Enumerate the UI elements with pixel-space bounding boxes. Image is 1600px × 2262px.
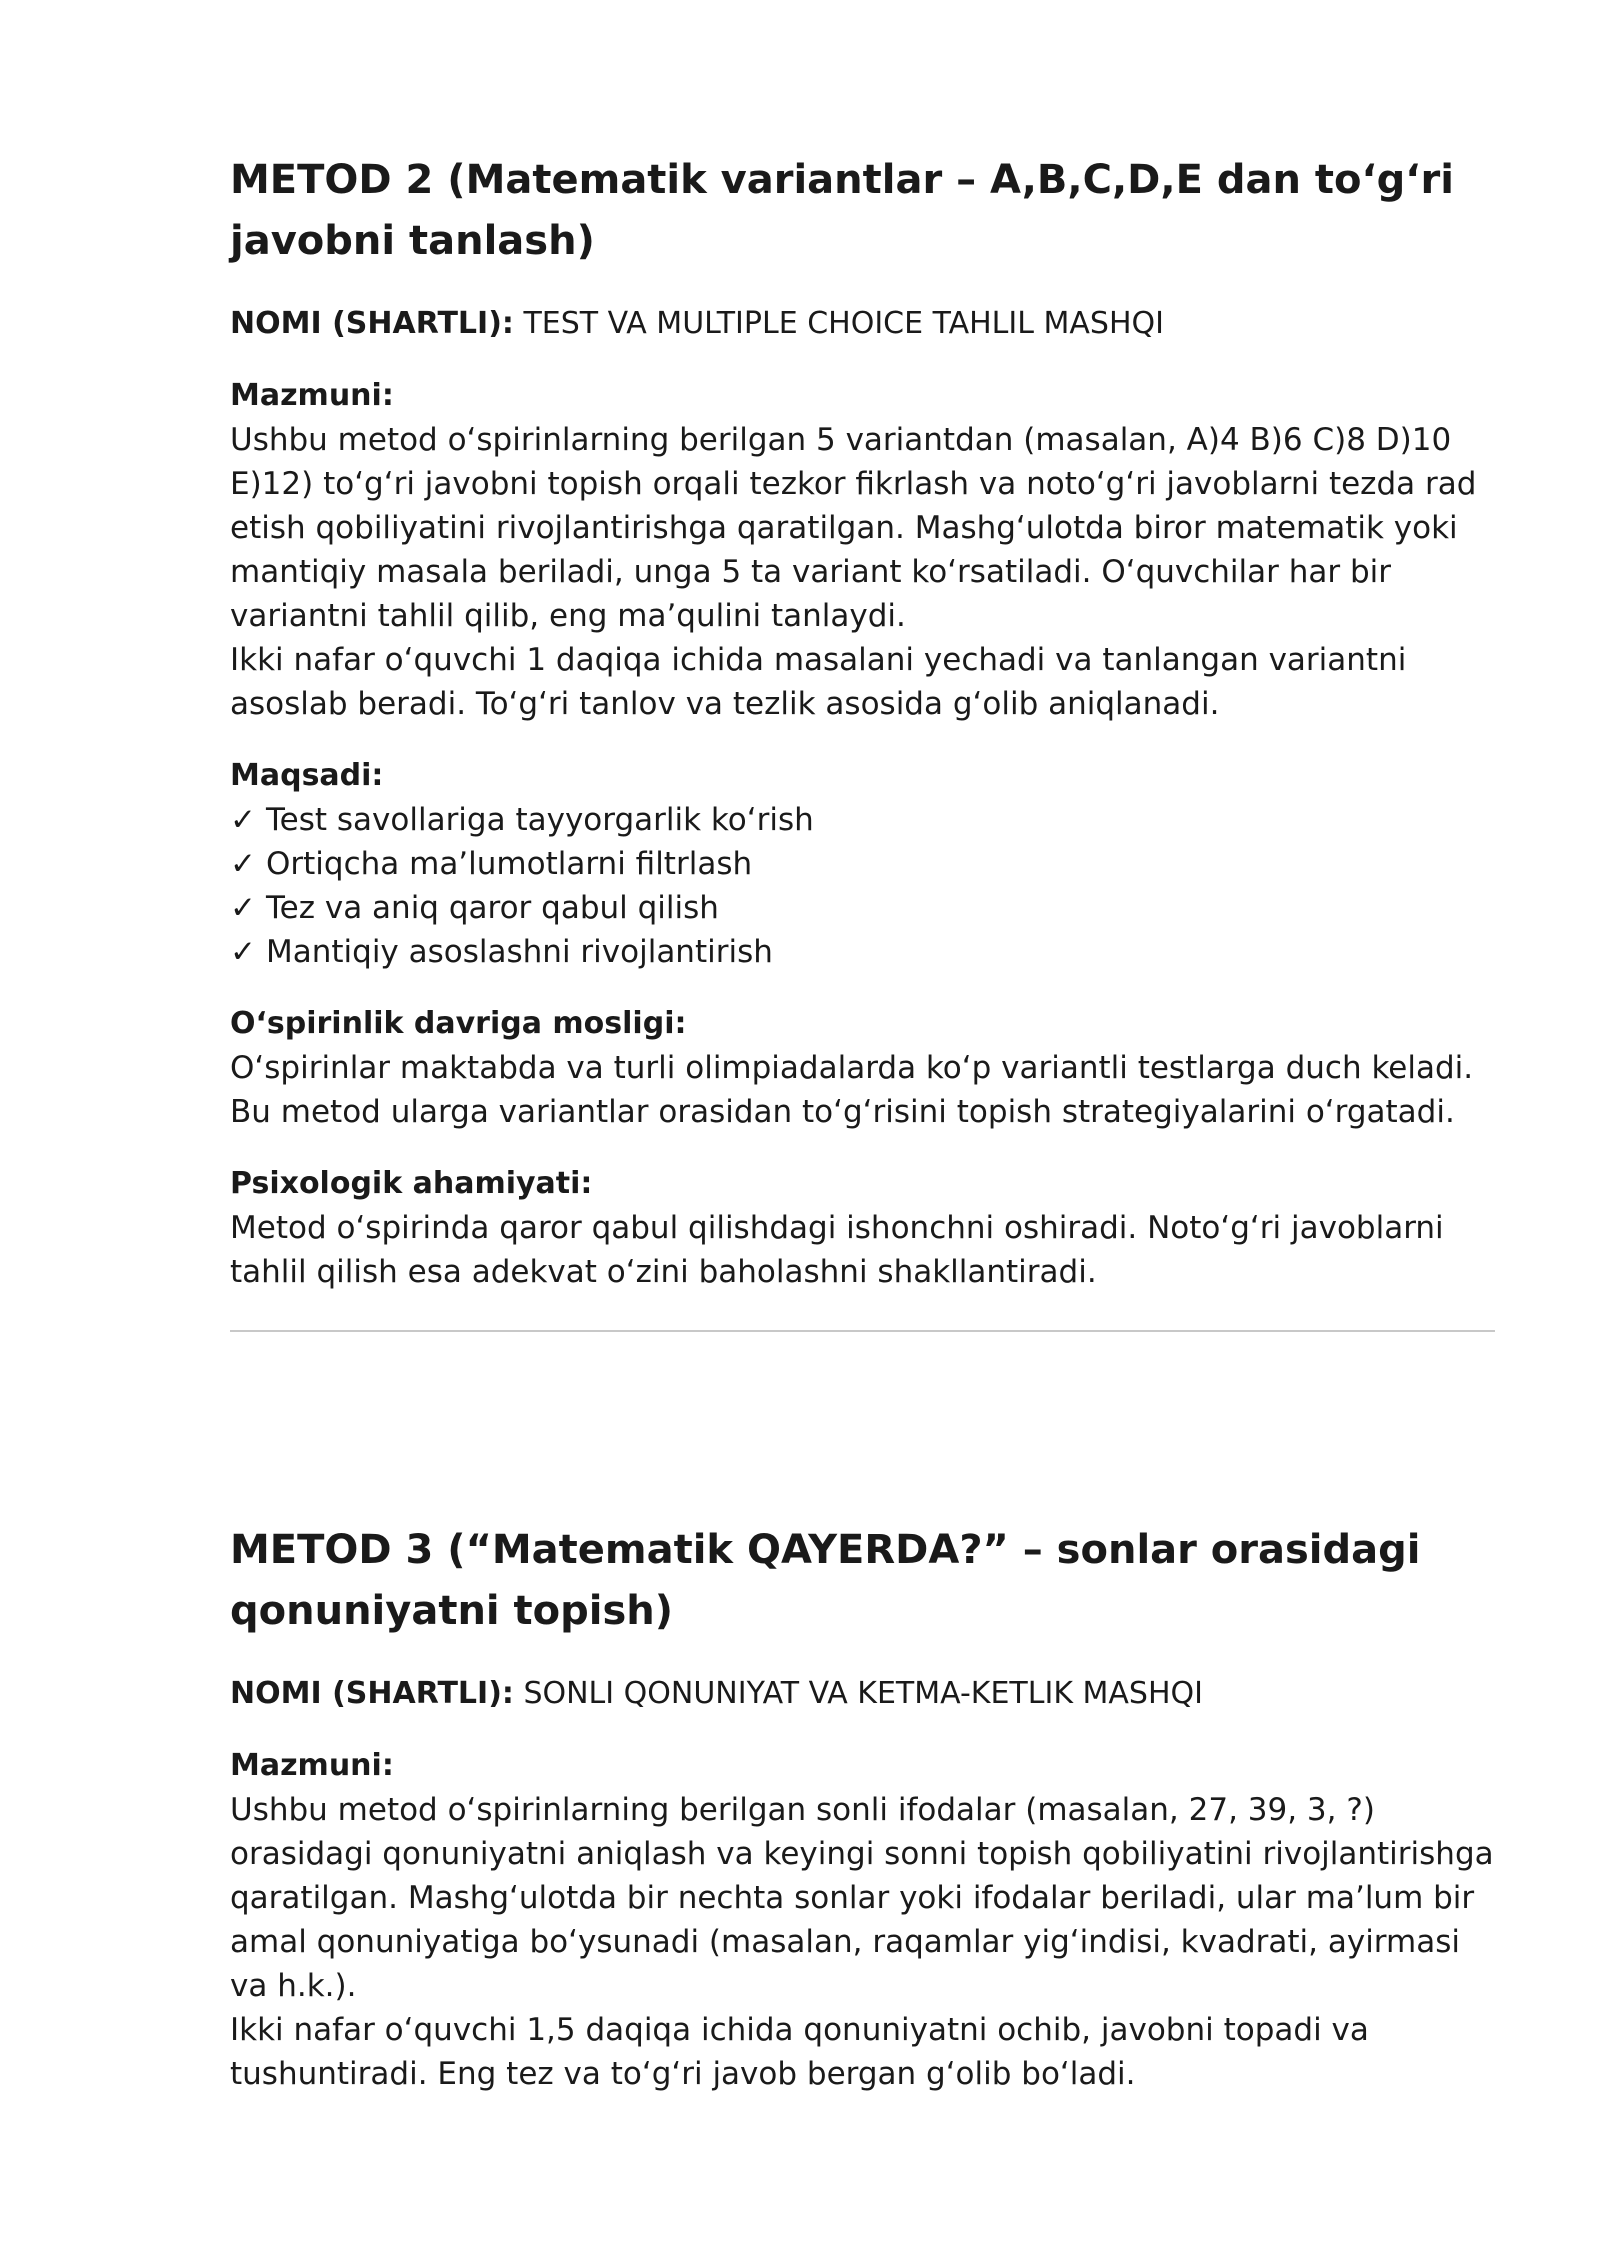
method-2-psy-label: Psixologik ahamiyati: xyxy=(230,1166,593,1201)
goal-text: Tez va aniq qaror qabul qilish xyxy=(265,890,719,926)
method-2-psychology xyxy=(230,1162,1495,1294)
method-2-content-paragraph-2: Ikki nafar oʻquvchi 1 daqiqa ichida masalani yechadi va tanlangan variantni asoslab beradi. Toʻgʻri tanlov va tezlik asosida gʻolib aniqlanadi. xyxy=(230,642,1407,722)
method-2-name-value: TEST VA MULTIPLE CHOICE TAHLIL MASHQI xyxy=(513,306,1164,341)
method-3-content xyxy=(230,1744,1495,2096)
goal-text: Mantiqiy asoslashni rivojlantirish xyxy=(265,934,773,970)
method-2-age-text: Oʻspirinlar maktabda va turli olimpiadalarda koʻp variantli testlarga duch keladi. Bu metod ularga variantlar orasidan toʻgʻrisini topish strategiyalarini oʻrgatadi. xyxy=(230,1050,1474,1130)
method-3-content-paragraph-1: Ushbu metod oʻspirinlarning berilgan sonli ifodalar (masalan, 27, 39, 3, ?) orasidagi qonuniyatni aniqlash va keyingi sonni topish qobiliyatini rivojlantirishga qaratilgan. Mashgʻulotda bir nechta sonlar yoki ifodalar beriladi, ular maʼlum bir amal qonuniyatiga boʻysunadi (masalan, raqamlar yigʻindisi, kvadrati, ayirmasi va h.k.). xyxy=(230,1792,1494,2004)
method-2-content-label: Mazmuni: xyxy=(230,378,394,413)
method-2-age-label: Oʻspirinlik davriga mosligi: xyxy=(230,1006,687,1041)
method-2-title: METOD 2 (Matematik variantlar – A,B,C,D,E dan toʻgʻri javobni tanlash) xyxy=(230,157,1454,264)
method-2-section xyxy=(230,150,1495,1332)
method-2-name-label: NOMI (SHARTLI): xyxy=(230,306,514,341)
section-divider xyxy=(230,1330,1495,1332)
check-icon: ✓ xyxy=(230,802,256,838)
goal-item xyxy=(230,798,1495,842)
method-2-name xyxy=(230,302,1495,346)
method-3-content-paragraph-2: Ikki nafar oʻquvchi 1,5 daqiqa ichida qonuniyatni ochib, javobni topadi va tushuntiradi. Eng tez va toʻgʻri javob bergan gʻolib boʻladi. xyxy=(230,2012,1369,2092)
method-2-goals xyxy=(230,754,1495,974)
check-icon: ✓ xyxy=(230,890,256,926)
method-3-name xyxy=(230,1672,1495,1716)
goals-list xyxy=(230,798,1495,974)
check-icon: ✓ xyxy=(230,934,256,970)
method-3-name-label: NOMI (SHARTLI): xyxy=(230,1676,514,1711)
method-2-content xyxy=(230,374,1495,726)
goal-text: Test savollariga tayyorgarlik koʻrish xyxy=(265,802,814,838)
goal-item xyxy=(230,930,1495,974)
method-3-title: METOD 3 (“Matematik QAYERDA?” – sonlar orasidagi qonuniyatni topish) xyxy=(230,1527,1421,1634)
method-2-age-fit xyxy=(230,1002,1495,1134)
goal-item xyxy=(230,886,1495,930)
method-3-section xyxy=(230,1520,1495,2124)
goal-text: Ortiqcha maʼlumotlarni filtrlash xyxy=(265,846,753,882)
check-icon: ✓ xyxy=(230,846,256,882)
method-2-content-paragraph-1: Ushbu metod oʻspirinlarning berilgan 5 variantdan (masalan, A)4 B)6 C)8 D)10 E)12) toʻgʻri javobni topish orqali tezkor fikrlash va notoʻgʻri javoblarni tezda rad etish qobiliyatini rivojlantirishga qaratilgan. Mashgʻulotda biror matematik yoki mantiqiy masala beriladi, unga 5 ta variant koʻrsatiladi. Oʻquvchilar har bir variantni tahlil qilib, eng maʼqulini tanlaydi. xyxy=(230,422,1477,634)
method-2-psy-text: Metod oʻspirinda qaror qabul qilishdagi ishonchni oshiradi. Notoʻgʻri javoblarni tahlil qilish esa adekvat oʻzini baholashni shakllantiradi. xyxy=(230,1210,1444,1290)
method-3-name-value: SONLI QONUNIYAT VA KETMA-KETLIK MASHQI xyxy=(513,1676,1203,1711)
method-3-content-label: Mazmuni: xyxy=(230,1748,394,1783)
goal-item xyxy=(230,842,1495,886)
method-2-goals-label: Maqsadi: xyxy=(230,758,384,793)
